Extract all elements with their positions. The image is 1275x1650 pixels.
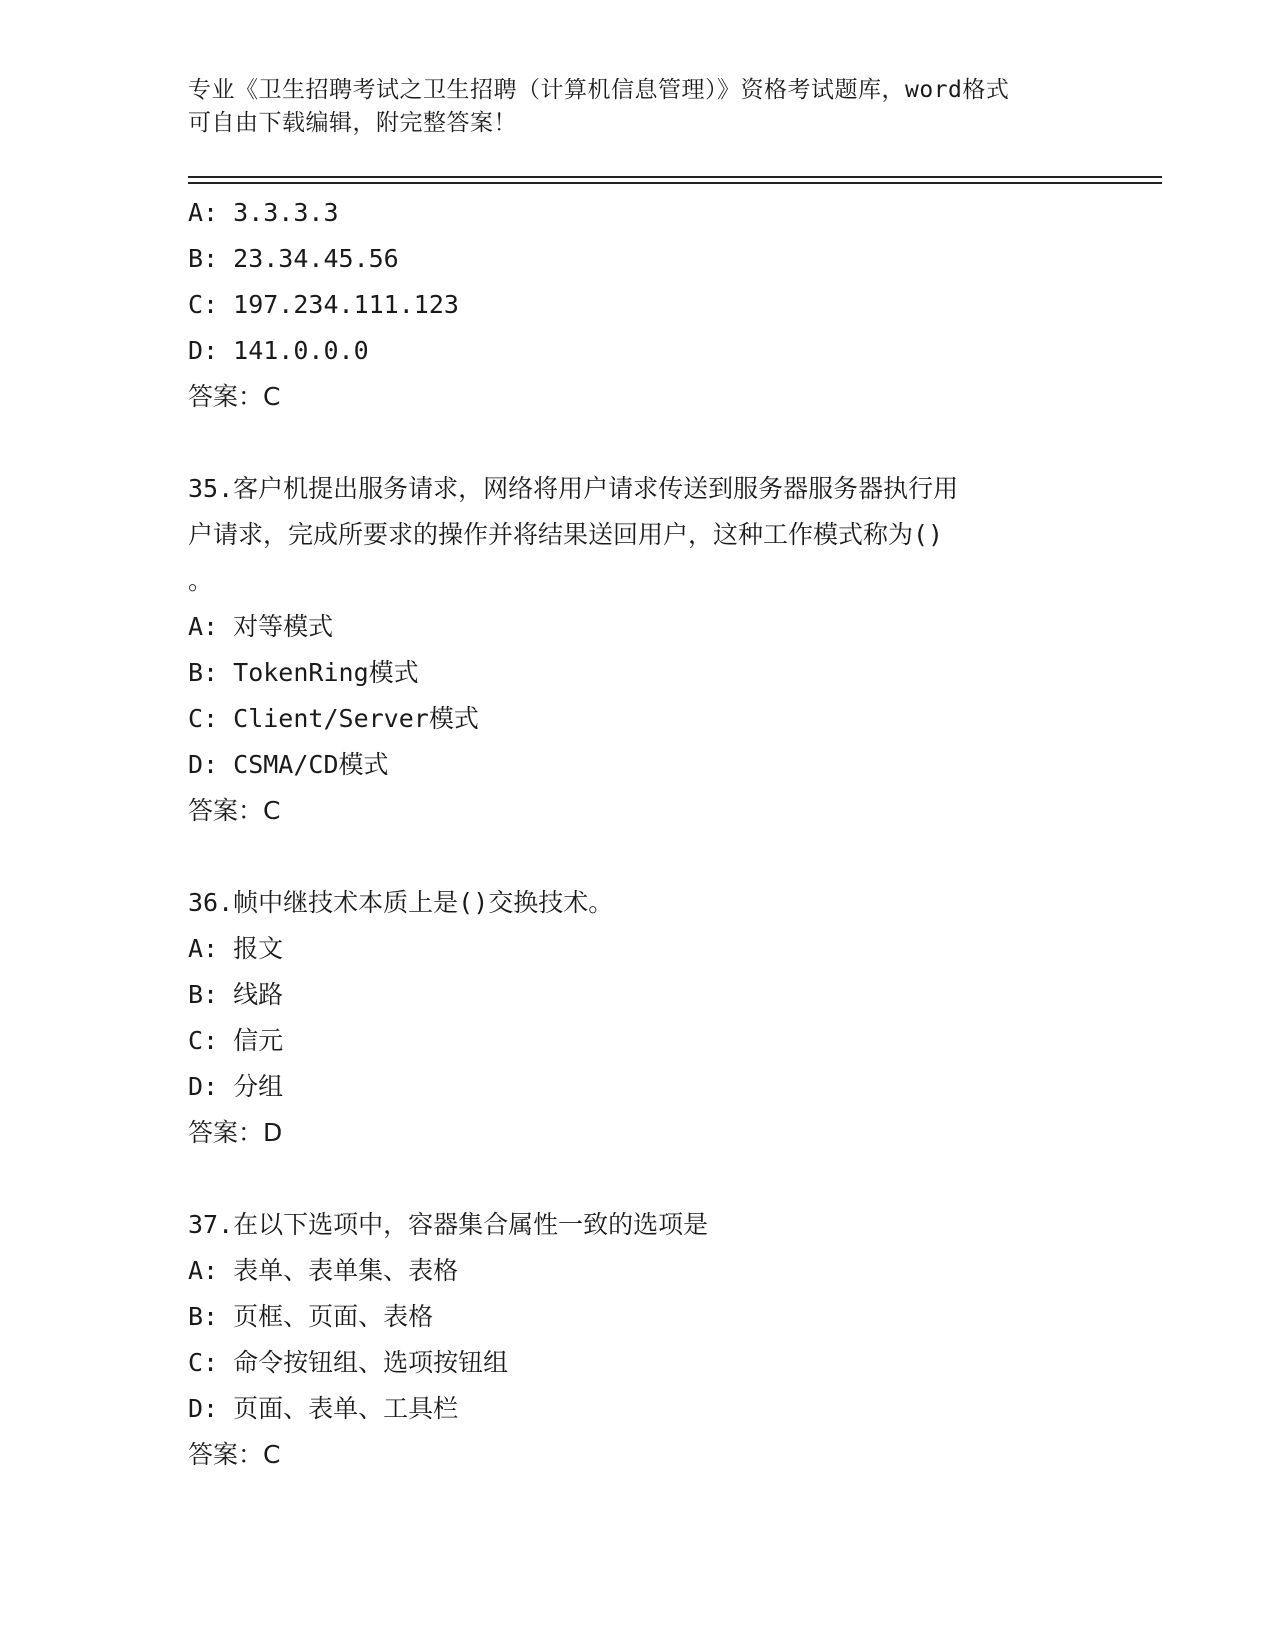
option-b: B: 23.34.45.56 (188, 244, 399, 273)
document-header (188, 74, 1088, 140)
header-line-1: 专业《卫生招聘考试之卫生招聘（计算机信息管理）》资格考试题库，word格式 (188, 77, 1010, 103)
answer-line: 答案：D (188, 1118, 283, 1147)
question-text (188, 1202, 1088, 1248)
option-d: D: 分组 (188, 1072, 284, 1101)
header-line-2: 可自由下载编辑，附完整答案！ (188, 110, 517, 136)
question-line: 36.帧中继技术本质上是()交换技术。 (188, 888, 614, 917)
option-a: A: 3.3.3.3 (188, 198, 339, 227)
header-divider-top (188, 176, 1162, 178)
question-block-35 (188, 466, 1088, 834)
question-line: 37.在以下选项中，容器集合属性一致的选项是 (188, 1210, 709, 1239)
question-text (188, 466, 1088, 604)
question-line: 35.客户机提出服务请求，网络将用户请求传送到服务器服务器执行用 (188, 474, 959, 503)
option-a: A: 对等模式 (188, 612, 334, 641)
option-a: A: 表单、表单集、表格 (188, 1256, 459, 1285)
question-line: 户请求，完成所要求的操作并将结果送回用户，这种工作模式称为() (188, 520, 944, 549)
header-divider-bottom (188, 182, 1162, 184)
option-c: C: 信元 (188, 1026, 284, 1055)
option-d: D: 141.0.0.0 (188, 336, 369, 365)
option-c: C: Client/Server模式 (188, 704, 479, 733)
question-line: 。 (188, 566, 214, 595)
question-block-34 (188, 190, 1088, 420)
question-text (188, 880, 1088, 926)
question-block-36 (188, 880, 1088, 1156)
question-list (188, 190, 1088, 1478)
option-d: D: 页面、表单、工具栏 (188, 1394, 459, 1423)
option-b: B: TokenRing模式 (188, 658, 419, 687)
answer-line: 答案：C (188, 1440, 281, 1469)
option-b: B: 线路 (188, 980, 284, 1009)
question-block-37 (188, 1202, 1088, 1478)
option-c: C: 197.234.111.123 (188, 290, 459, 319)
answer-line: 答案：C (188, 382, 281, 411)
option-a: A: 报文 (188, 934, 284, 963)
answer-line: 答案：C (188, 796, 281, 825)
option-b: B: 页框、页面、表格 (188, 1302, 434, 1331)
option-d: D: CSMA/CD模式 (188, 750, 389, 779)
option-c: C: 命令按钮组、选项按钮组 (188, 1348, 509, 1377)
